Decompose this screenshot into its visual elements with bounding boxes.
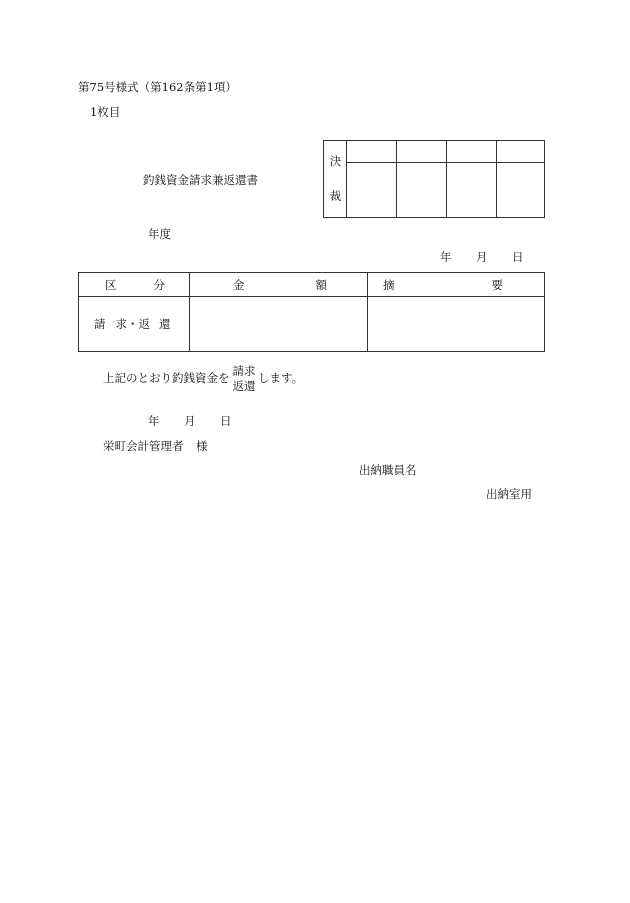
fiscal-year-label: 年度 bbox=[148, 227, 171, 241]
option-request: 請求 bbox=[232, 364, 256, 378]
approval-label-bottom: 裁 bbox=[329, 189, 342, 203]
row-label-part-b: 求・返 bbox=[115, 317, 150, 331]
sheet-number: 1枚目 bbox=[90, 105, 121, 119]
header-amount bbox=[233, 273, 327, 296]
date-month-bottom: 月 bbox=[184, 414, 196, 428]
approval-divider bbox=[346, 141, 347, 217]
statement-prefix: 上記のとおり釣銭資金を bbox=[103, 371, 230, 385]
header-remarks-left: 摘 bbox=[383, 277, 395, 292]
remarks-cell[interactable] bbox=[368, 297, 544, 352]
approval-label-top: 決 bbox=[329, 154, 342, 168]
approval-seal-cell-divider bbox=[496, 141, 497, 217]
header-remarks bbox=[383, 273, 503, 296]
approval-seal-cell-divider bbox=[446, 141, 447, 217]
office-use-label: 出納室用 bbox=[486, 487, 532, 501]
addressee-name: 栄町会計管理者 bbox=[103, 439, 184, 453]
approval-seal-cell-divider bbox=[396, 141, 397, 217]
row-label-part-c: 還 bbox=[159, 317, 171, 331]
date-year-top: 年 bbox=[440, 250, 452, 264]
option-return: 返還 bbox=[232, 379, 256, 393]
header-amount-left: 金 bbox=[233, 277, 245, 292]
header-category-left: 区 bbox=[105, 277, 117, 292]
header-category bbox=[105, 273, 165, 296]
date-day-bottom: 日 bbox=[220, 414, 232, 428]
date-month-top: 月 bbox=[476, 250, 488, 264]
row-label-part-a: 請 bbox=[94, 317, 106, 331]
form-number: 第75号様式（第162条第1項） bbox=[78, 80, 237, 94]
approval-box bbox=[323, 140, 545, 218]
amount-cell[interactable] bbox=[190, 297, 366, 352]
official-name-label: 出納職員名 bbox=[359, 463, 417, 477]
date-day-top: 日 bbox=[512, 250, 524, 264]
header-remarks-right: 要 bbox=[491, 277, 503, 292]
row-label-request-return bbox=[94, 296, 179, 352]
header-category-right: 分 bbox=[153, 277, 165, 292]
date-year-bottom: 年 bbox=[148, 414, 160, 428]
document-title: 釣銭資金請求兼返還書 bbox=[143, 173, 258, 187]
statement-options bbox=[232, 364, 256, 394]
funds-table bbox=[78, 272, 545, 352]
statement-suffix: します。 bbox=[258, 371, 304, 385]
header-amount-right: 額 bbox=[315, 277, 327, 292]
addressee-honorific: 様 bbox=[196, 439, 208, 453]
